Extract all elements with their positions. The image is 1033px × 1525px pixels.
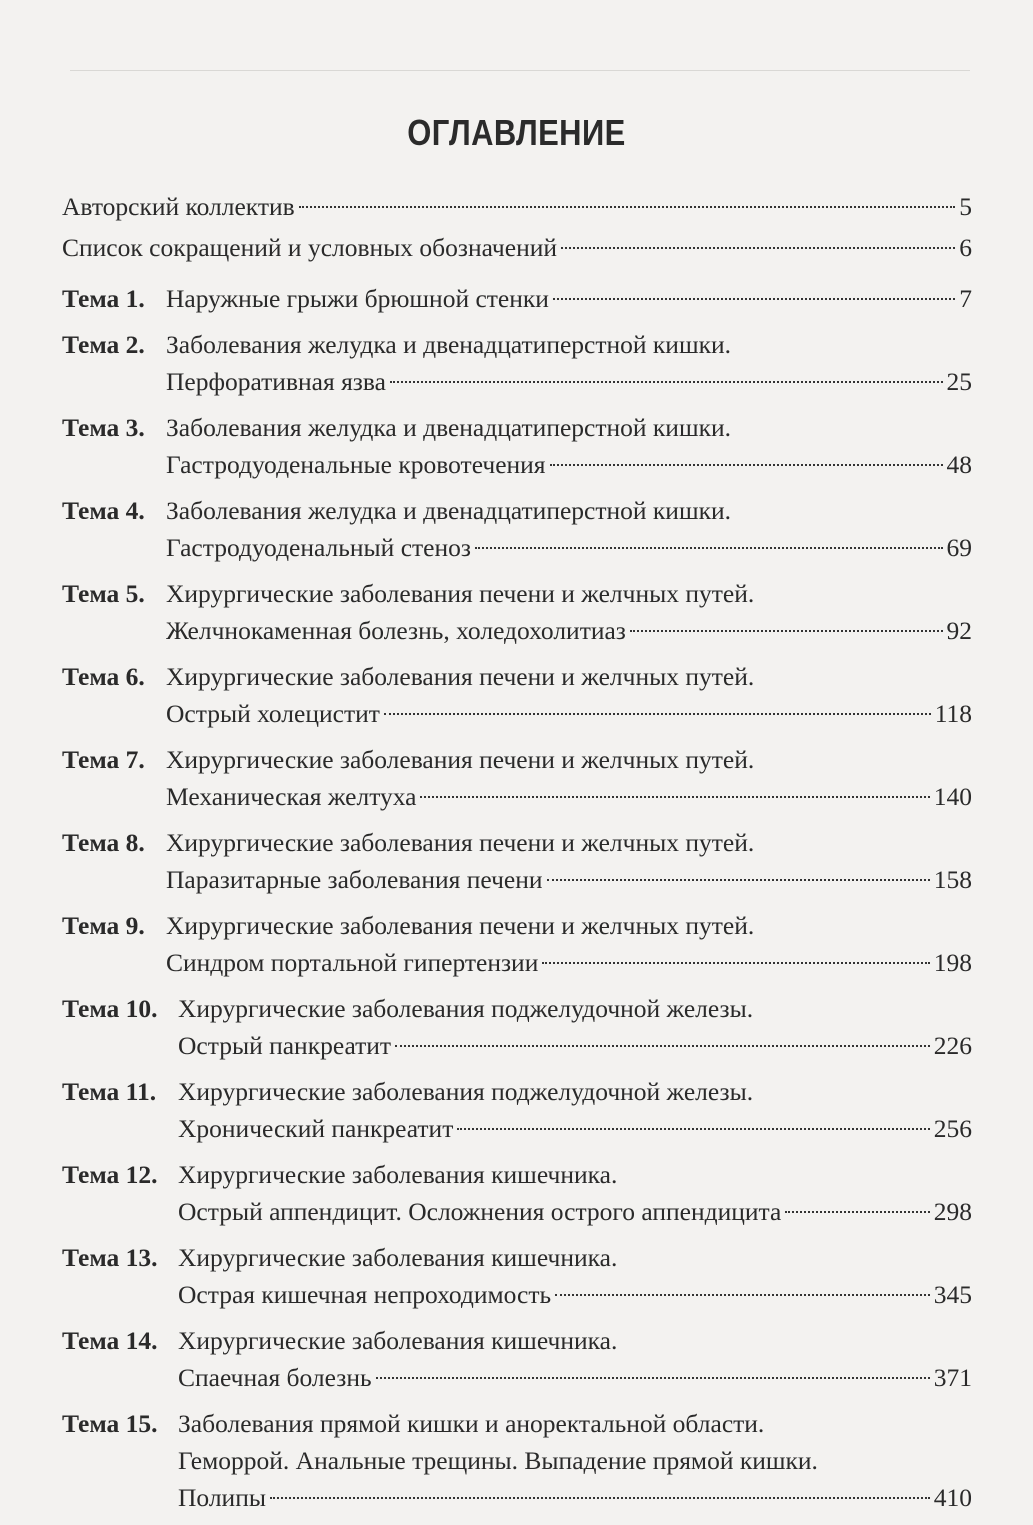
topic-number: Тема 8. — [62, 828, 145, 857]
dot-leader — [299, 206, 956, 208]
toc-entry-page: 92 — [946, 616, 972, 645]
topic-title-line: Хирургические заболевания кишечника. — [178, 1243, 618, 1272]
toc-entry-topic-7[interactable] — [62, 741, 972, 815]
dot-leader — [395, 1045, 930, 1047]
topic-title-line: Заболевания прямой кишки и аноректальной области. — [178, 1409, 765, 1438]
toc-entry-page: 345 — [933, 1280, 972, 1309]
dot-leader — [376, 1377, 930, 1379]
dot-leader — [547, 879, 930, 881]
toc-entry-page: 5 — [959, 192, 972, 221]
topic-subtitle: Гастродуоденальный стеноз — [166, 533, 471, 562]
topic-number: Тема 9. — [62, 911, 145, 940]
toc-entry-page: 256 — [933, 1114, 972, 1143]
topic-number: Тема 10. — [62, 994, 158, 1023]
topic-title-line: Хирургические заболевания поджелудочной железы. — [178, 994, 754, 1023]
dot-leader — [553, 298, 955, 300]
toc-entry-authors[interactable] — [62, 188, 972, 229]
toc-entry-page: 158 — [933, 865, 972, 894]
dot-leader — [457, 1128, 929, 1130]
topic-subtitle: Спаечная болезнь — [178, 1363, 372, 1392]
topic-title-line: Хирургические заболевания кишечника. — [178, 1160, 618, 1189]
toc-entry-page: 25 — [946, 367, 972, 396]
topic-title-line: Хирургические заболевания печени и желчных путей. — [166, 911, 755, 940]
toc-entry-topic-1[interactable] — [62, 280, 972, 317]
toc-entry-page: 118 — [934, 699, 972, 728]
dot-leader — [270, 1497, 930, 1499]
toc-entry-topic-9[interactable] — [62, 907, 972, 981]
dot-leader — [555, 1294, 930, 1296]
topic-subtitle: Острый холецистит — [166, 699, 380, 728]
topic-subtitle: Наружные грыжи брюшной стенки — [166, 284, 549, 313]
topic-title-line: Заболевания желудка и двенадцатиперстной кишки. — [166, 496, 731, 525]
topic-number: Тема 7. — [62, 745, 145, 774]
toc-entry-topic-3[interactable] — [62, 409, 972, 483]
topics-list — [62, 280, 972, 1516]
topic-subtitle: Острый панкреатит — [178, 1031, 392, 1060]
dot-leader — [384, 713, 931, 715]
topic-number: Тема 6. — [62, 662, 145, 691]
topic-number: Тема 4. — [62, 496, 145, 525]
topic-number: Тема 5. — [62, 579, 145, 608]
toc-entry-topic-6[interactable] — [62, 658, 972, 732]
toc-entry-page: 6 — [959, 233, 972, 262]
topic-title-line: Хирургические заболевания кишечника. — [178, 1326, 618, 1355]
toc-entry-topic-2[interactable] — [62, 326, 972, 400]
header-rule — [70, 70, 970, 71]
dot-leader — [542, 962, 929, 964]
topic-subtitle: Перфоративная язва — [166, 367, 386, 396]
topic-subtitle: Острая кишечная непроходимость — [178, 1280, 552, 1309]
toc-entry-abbreviations[interactable] — [62, 229, 972, 270]
topic-title-line: Заболевания желудка и двенадцатиперстной кишки. — [166, 330, 731, 359]
dot-leader — [561, 247, 955, 249]
toc-entry-page: 371 — [933, 1363, 972, 1392]
topic-subtitle: Механическая желтуха — [166, 782, 417, 811]
topic-title-line: Хирургические заболевания поджелудочной железы. — [178, 1077, 754, 1106]
toc-entry-title: Авторский коллектив — [62, 192, 295, 221]
topic-title-line: Геморрой. Анальные трещины. Выпадение прямой кишки. — [178, 1446, 818, 1475]
toc-entry-topic-14[interactable] — [62, 1322, 972, 1396]
toc-entry-topic-10[interactable] — [62, 990, 972, 1064]
topic-title-line: Заболевания желудка и двенадцатиперстной кишки. — [166, 413, 731, 442]
topic-subtitle: Желчнокаменная болезнь, холедохолитиаз — [166, 616, 626, 645]
toc-entry-topic-13[interactable] — [62, 1239, 972, 1313]
toc-entry-page: 140 — [933, 782, 972, 811]
toc-entry-topic-4[interactable] — [62, 492, 972, 566]
toc-entry-topic-12[interactable] — [62, 1156, 972, 1230]
dot-leader — [630, 630, 943, 632]
toc-entry-topic-15[interactable] — [62, 1405, 972, 1516]
topic-number: Тема 15. — [62, 1409, 158, 1438]
toc-entry-page: 69 — [946, 533, 972, 562]
toc-entry-page: 7 — [959, 284, 972, 313]
topic-subtitle: Паразитарные заболевания печени — [166, 865, 543, 894]
dot-leader — [550, 464, 943, 466]
topic-subtitle: Хронический панкреатит — [178, 1114, 454, 1143]
table-of-contents — [62, 188, 972, 1525]
topic-number: Тема 1. — [62, 284, 145, 313]
toc-entry-topic-11[interactable] — [62, 1073, 972, 1147]
topic-title-line: Хирургические заболевания печени и желчных путей. — [166, 828, 755, 857]
topic-title-line: Хирургические заболевания печени и желчных путей. — [166, 745, 755, 774]
topic-number: Тема 3. — [62, 413, 145, 442]
topic-subtitle: Полипы — [178, 1483, 266, 1512]
toc-entry-topic-8[interactable] — [62, 824, 972, 898]
dot-leader — [420, 796, 929, 798]
topic-subtitle: Гастродуоденальные кровотечения — [166, 450, 546, 479]
topic-number: Тема 11. — [62, 1077, 157, 1106]
page-title: ОГЛАВЛЕНИЕ — [407, 112, 626, 153]
topic-title-line: Хирургические заболевания печени и желчных путей. — [166, 579, 755, 608]
toc-entry-page: 410 — [933, 1483, 972, 1512]
topic-subtitle: Синдром портальной гипертензии — [166, 948, 539, 977]
topic-number: Тема 14. — [62, 1326, 158, 1355]
toc-entry-page: 226 — [933, 1031, 972, 1060]
toc-entry-page: 198 — [933, 948, 972, 977]
topic-number: Тема 12. — [62, 1160, 158, 1189]
toc-entry-page: 48 — [946, 450, 972, 479]
topic-subtitle: Острый аппендицит. Осложнения острого аппендицита — [178, 1197, 782, 1226]
topic-number: Тема 13. — [62, 1243, 158, 1272]
dot-leader — [390, 381, 943, 383]
toc-entry-page: 298 — [933, 1197, 972, 1226]
topic-title-line: Хирургические заболевания печени и желчных путей. — [166, 662, 755, 691]
topic-number: Тема 2. — [62, 330, 145, 359]
dot-leader — [785, 1211, 929, 1213]
dot-leader — [475, 547, 943, 549]
toc-entry-title: Список сокращений и условных обозначений — [62, 233, 558, 262]
toc-entry-topic-5[interactable] — [62, 575, 972, 649]
